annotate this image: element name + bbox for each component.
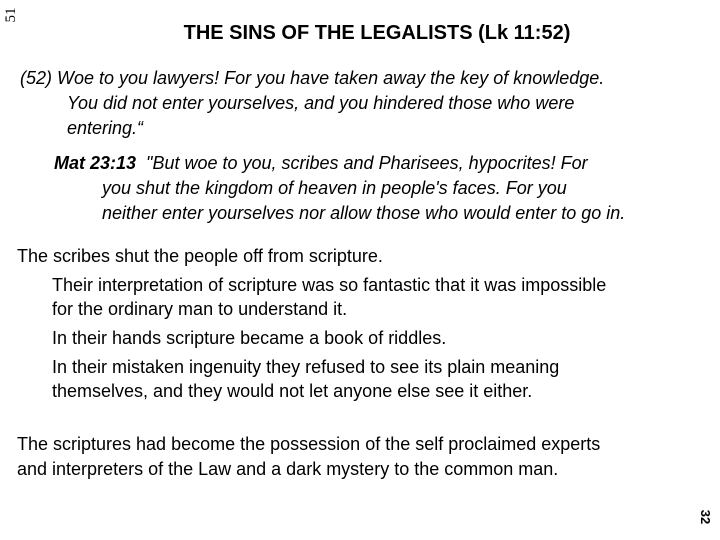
- slide-title: THE SINS OF THE LEGALISTS (Lk 11:52): [183, 22, 571, 44]
- commentary-heading: The scribes shut the people off from scripture.: [17, 246, 383, 266]
- commentary-block: [17, 244, 717, 403]
- closing-line: The scriptures had become the possession of the self proclaimed experts: [17, 434, 601, 454]
- parallel-line: neither enter yourselves nor allow those who would enter to go in.: [102, 203, 626, 223]
- closing-line: and interpreters of the Law and a dark mystery to the common man.: [17, 459, 559, 479]
- commentary-point-line: In their hands scripture became a book of riddles.: [52, 328, 447, 348]
- page-number-bottom: 32: [698, 509, 713, 525]
- parallel-line-text: "But woe to you, scribes and Pharisees, hypocrites! For: [136, 153, 588, 173]
- parallel-verse-block: [54, 151, 714, 226]
- commentary-point-line: Their interpretation of scripture was so fantastic that it was impossible: [52, 275, 607, 295]
- commentary-point-line: themselves, and they would not let anyone else see it either.: [52, 381, 533, 401]
- verse-line: (52) Woe to you lawyers! For you have taken away the key of knowledge.: [20, 68, 605, 88]
- verse-line: You did not enter yourselves, and you hindered those who were: [67, 93, 575, 113]
- parallel-reference: Mat 23:13: [54, 153, 137, 173]
- verse-line: entering.“: [67, 118, 144, 138]
- parallel-first-line: [54, 151, 714, 176]
- commentary-point-line: In their mistaken ingenuity they refused to see its plain meaning: [52, 357, 560, 377]
- verse-block: [20, 66, 710, 141]
- commentary-point-line: for the ordinary man to understand it.: [52, 299, 348, 319]
- page-number-top: 51: [3, 7, 19, 23]
- closing-paragraph: [17, 432, 717, 482]
- parallel-line: you shut the kingdom of heaven in people's faces. For you: [102, 178, 567, 198]
